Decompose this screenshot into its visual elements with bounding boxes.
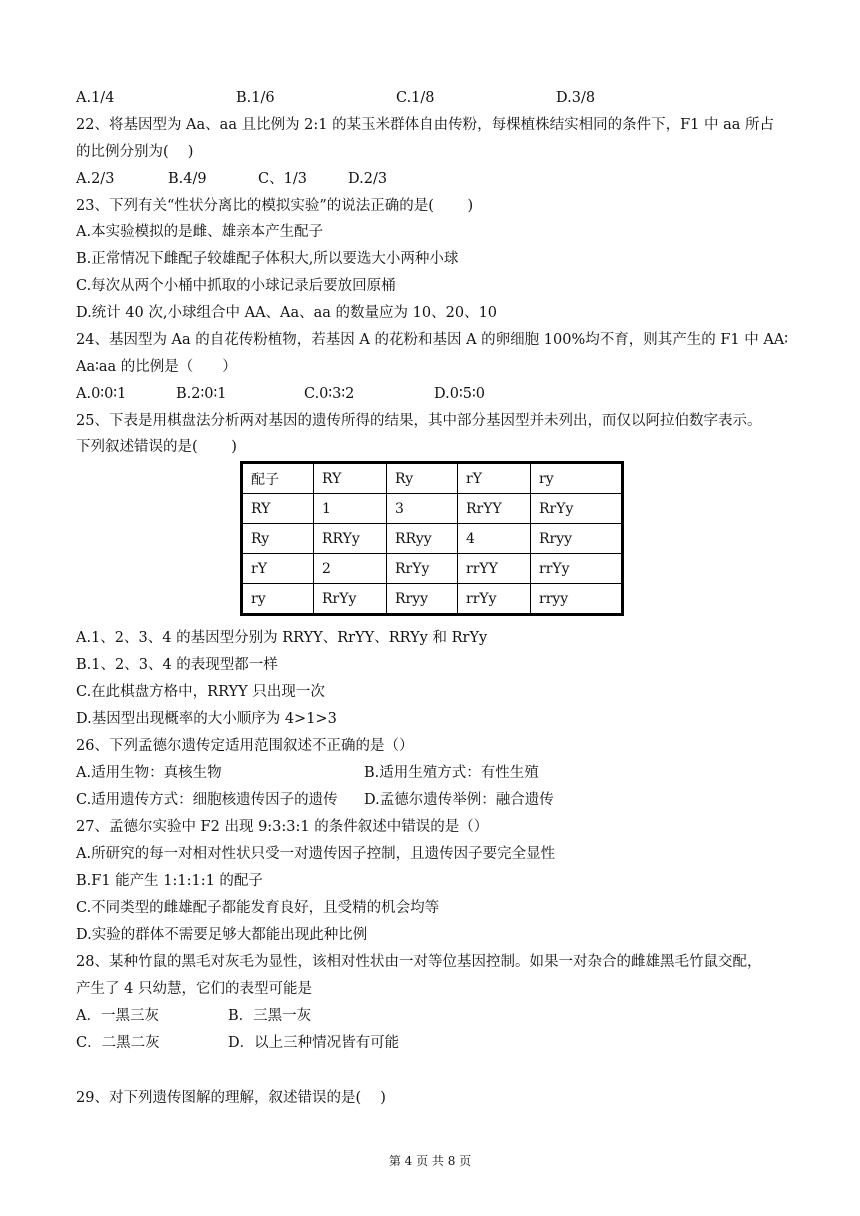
q23-option-c: C.每次从两个小桶中抓取的小球记录后要放回原桶 <box>76 278 396 294</box>
table-cell: RY <box>242 494 314 524</box>
q25-stem-line1: 25、下表是用棋盘法分析两对基因的遗传所得的结果，其中部分基因型并未列出，而仅以阿拉伯数字表示。 <box>76 413 762 429</box>
table-cell: Rryy <box>387 584 458 615</box>
table-cell: rY <box>242 554 314 584</box>
q22-option-d: D.2/3 <box>348 171 388 187</box>
q21-option-b: B.1/6 <box>236 90 275 106</box>
table-cell: rrYy <box>458 584 531 615</box>
q24-stem-line2: Aa∶aa 的比例是（ ） <box>76 359 237 375</box>
q25-option-d: D.基因型出现概率的大小顺序为 4>1>3 <box>76 711 337 727</box>
table-cell: ry <box>531 463 623 494</box>
q22-option-b: B.4/9 <box>168 171 207 187</box>
table-cell: RY <box>314 463 387 494</box>
q26-option-a: A.适用生物：真核生物 <box>76 765 222 781</box>
table-cell: Rryy <box>531 524 623 554</box>
q25-stem-line2: 下列叙述错误的是( ) <box>76 439 237 455</box>
table-cell: 1 <box>314 494 387 524</box>
table-cell: RRYy <box>314 524 387 554</box>
punnett-square-table <box>240 461 624 616</box>
table-cell: RrYy <box>314 584 387 615</box>
table-cell: RrYY <box>458 494 531 524</box>
table-cell: 配子 <box>242 463 314 494</box>
q23-stem: 23、下列有关“性状分离比的模拟实验”的说法正确的是( ) <box>76 198 474 214</box>
q25-option-c: C.在此棋盘方格中，RRYY 只出现一次 <box>76 684 325 700</box>
q27-option-d: D.实验的群体不需要足够大都能出现此种比例 <box>76 927 368 943</box>
q25-option-b: B.1、2、3、4 的表现型都一样 <box>76 657 278 673</box>
q27-option-b: B.F1 能产生 1:1:1:1 的配子 <box>76 873 263 889</box>
table-cell: 2 <box>314 554 387 584</box>
q28-option-a: A．一黑三灰 <box>76 1008 159 1024</box>
q28-option-c: C．二黑二灰 <box>76 1035 160 1051</box>
table-cell: RrYy <box>531 494 623 524</box>
table-cell: 4 <box>458 524 531 554</box>
table-cell: RRyy <box>387 524 458 554</box>
q28-stem-line1: 28、某种竹鼠的黑毛对灰毛为显性，该相对性状由一对等位基因控制。如果一对杂合的雌雄黑毛竹鼠交配， <box>76 954 762 970</box>
table-cell: 3 <box>387 494 458 524</box>
q24-stem-line1: 24、基因型为 Aa 的自花传粉植物，若基因 A 的花粉和基因 A 的卵细胞 100%均不育，则其产生的 F1 中 AA∶ <box>76 332 789 348</box>
q22-stem-line2: 的比例分别为( ) <box>76 144 194 160</box>
q29-stem: 29、对下列遗传图解的理解，叙述错误的是( ) <box>76 1090 386 1106</box>
q28-option-b: B．三黑一灰 <box>228 1008 312 1024</box>
table-row <box>242 584 623 615</box>
table-cell: Ry <box>387 463 458 494</box>
q22-option-c: C、1/3 <box>258 171 307 187</box>
page-footer: 第 4 页 共 8 页 <box>388 1154 472 1168</box>
table-row <box>242 494 623 524</box>
table-cell: RrYy <box>387 554 458 584</box>
q24-option-b: B.2∶0∶1 <box>176 386 227 402</box>
table-cell: rrYY <box>458 554 531 584</box>
q24-option-a: A.0∶0∶1 <box>76 386 127 402</box>
q21-option-a: A.1/4 <box>76 90 115 106</box>
q28-option-d: D．以上三种情况皆有可能 <box>228 1035 400 1051</box>
table-cell: rryy <box>531 584 623 615</box>
q26-option-b: B.适用生殖方式：有性生殖 <box>364 765 539 781</box>
q22-option-a: A.2/3 <box>76 171 115 187</box>
q27-option-c: C.不同类型的雌雄配子都能发育良好，且受精的机会均等 <box>76 900 440 916</box>
q21-option-c: C.1/8 <box>396 90 435 106</box>
q23-option-a: A.本实验模拟的是雌、雄亲本产生配子 <box>76 224 324 240</box>
q24-option-c: C.0∶3∶2 <box>304 386 355 402</box>
q23-option-d: D.统计 40 次,小球组合中 AA、Aa、aa 的数量应为 10、20、10 <box>76 305 498 321</box>
q22-stem-line1: 22、将基因型为 Aa、aa 且比例为 2:1 的某玉米群体自由传粉，每棵植株结实相同的条件下，F1 中 aa 所占 <box>76 117 775 133</box>
table-row <box>242 524 623 554</box>
q26-option-c: C.适用遗传方式：细胞核遗传因子的遗传 <box>76 792 338 808</box>
q21-option-d: D.3/8 <box>556 90 596 106</box>
q26-option-d: D.孟德尔遗传举例：融合遗传 <box>364 792 554 808</box>
table-cell: rY <box>458 463 531 494</box>
q28-stem-line2: 产生了 4 只幼慧，它们的表型可能是 <box>76 981 312 997</box>
table-row <box>242 463 623 494</box>
q24-option-d: D.0∶5∶0 <box>434 386 485 402</box>
q25-option-a: A.1、2、3、4 的基因型分别为 RRYY、RrYY、RRYy 和 RrYy <box>76 630 488 646</box>
q23-option-b: B.正常情况下雌配子较雄配子体积大,所以要选大小两种小球 <box>76 251 459 267</box>
q27-option-a: A.所研究的每一对相对性状只受一对遗传因子控制，且遗传因子要完全显性 <box>76 846 556 862</box>
table-cell: Ry <box>242 524 314 554</box>
q26-stem: 26、下列孟德尔遗传定适用范围叙述不正确的是（） <box>76 738 414 754</box>
table-cell: ry <box>242 584 314 615</box>
table-row <box>242 554 623 584</box>
q27-stem: 27、孟德尔实验中 F2 出现 9:3:3:1 的条件叙述中错误的是（） <box>76 819 489 835</box>
table-cell: rrYy <box>531 554 623 584</box>
